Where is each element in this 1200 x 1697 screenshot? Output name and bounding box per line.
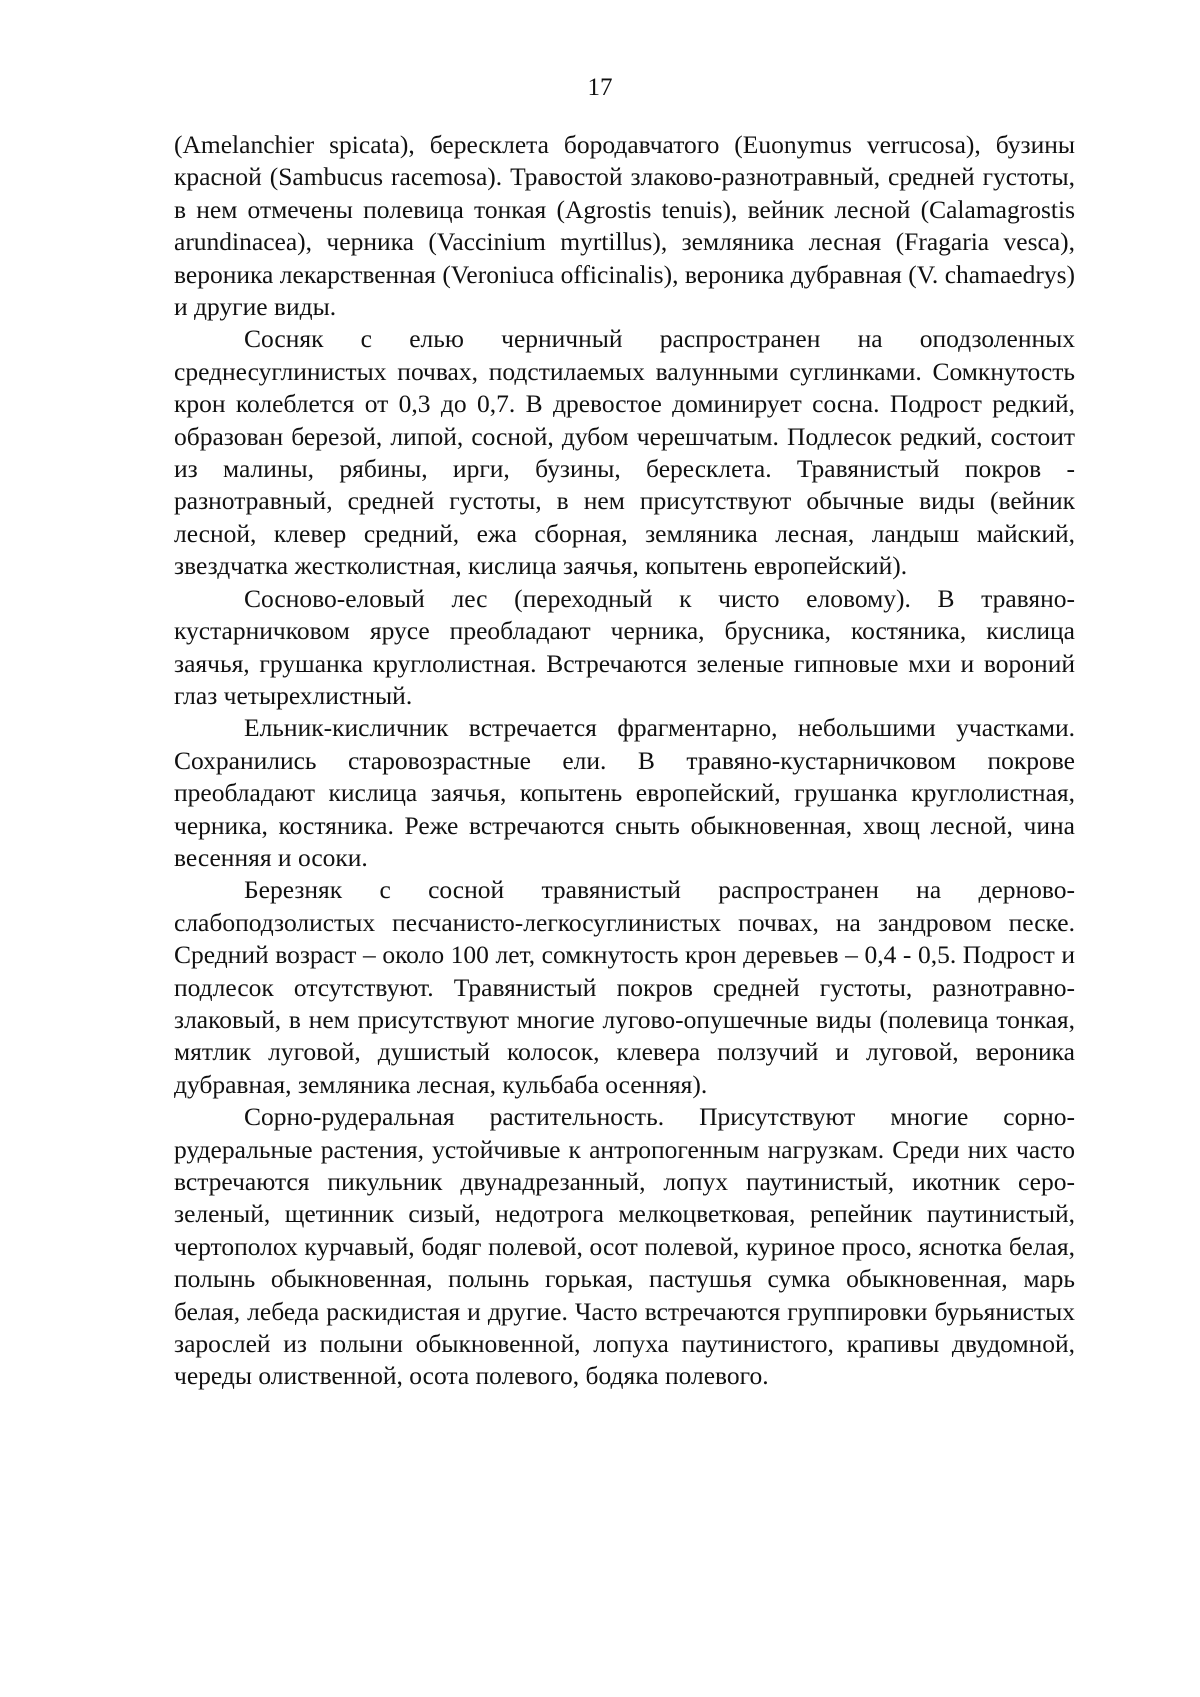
- paragraph-pine-spruce-blueberry: Сосняк с елью черничный распространен на оподзоленных среднесуглинистых почвах, подстилаемых валунными суглинками. Сомкнутость крон колеблется от 0,3 до 0,7. В древостое доминирует сосна. Подрост редкий, образован березой, липой, сосной, дубом черешчатым. Подлесок редкий, состоит из малины, рябины, ирги, бузины, бересклета. Травянистый покров - разнотравный, средней густоты, в нем присутствуют обычные виды (вейник лесной, клевер средний, ежа сборная, земляника лесная, ландыш майский, звездчатка жестколистная, кислица заячья, копытень европейский).: [174, 324, 1075, 581]
- paragraph-birch-pine: Березняк с сосной травянистый распространен на дерново-слабоподзолистых песчанисто-легкосуглинистых почвах, на зандровом песке. Средний возраст – около 100 лет, сомкнутость крон деревьев – 0,4 - 0,5. Подрост и подлесок отсутствуют. Травянистый покров средней густоты, разнотравно-злаковый, в нем присутствуют многие лугово-опушечные виды (полевица тонкая, мятлик луговой, душистый колосок, клевера ползучий и луговой, вероника дубравная, земляника лесная, кульбаба осенняя).: [174, 875, 1075, 1099]
- body-text: [174, 129, 1075, 1393]
- paragraph-continuation: (Amelanchier spicata), бересклета бородавчатого (Euonymus verrucosa), бузины красной (Sambucus racemosa). Травостой злаково-разнотравный, средней густоты, в нем отмечены полевица тонкая (Agrostis tenuis), вейник лесной (Calamagrostis arundinacea), черника (Vaccinium myrtillus), земляника лесная (Fragaria vesca), вероника лекарственная (Veroniuca officinalis), вероника дубравная (V. chamaedrys) и другие виды.: [174, 130, 1075, 322]
- page-number: 17: [587, 74, 613, 101]
- paragraph-pine-spruce-forest: Сосново-еловый лес (переходный к чисто еловому). В травяно-кустарничковом ярусе преобладают черника, брусника, костяника, кислица заячья, грушанка круглолистная. Встречаются зеленые гипновые мхи и вороний глаз четырехлистный.: [174, 583, 1075, 710]
- paragraph-spruce-oxalis: Ельник-кисличник встречается фрагментарно, небольшими участками. Сохранились старовозрастные ели. В травяно-кустарничковом покрове преобладают кислица заячья, копытень европейский, грушанка круглолистная, черника, костяника. Реже встречаются сныть обыкновенная, хвощ лесной, чина весенняя и осоки.: [174, 713, 1075, 872]
- paragraph-ruderal-vegetation: Сорно-рудеральная растительность. Присутствуют многие сорно-рудеральные растения, устойчивые к антропогенным нагрузкам. Среди них часто встречаются пикульник двунадрезанный, лопух паутинистый, икотник серо-зеленый, щетинник сизый, недотрога мелкоцветковая, репейник паутинистый, чертополох курчавый, бодяг полевой, осот полевой, куриное просо, яснотка белая, полынь обыкновенная, полынь горькая, пастушья сумка обыкновенная, марь белая, лебеда раскидистая и другие. Часто встречаются группировки бурьянистых зарослей из полыни обыкновенной, лопуха паутинистого, крапивы двудомной, череды олиственной, осота полевого, бодяка полевого.: [174, 1102, 1075, 1391]
